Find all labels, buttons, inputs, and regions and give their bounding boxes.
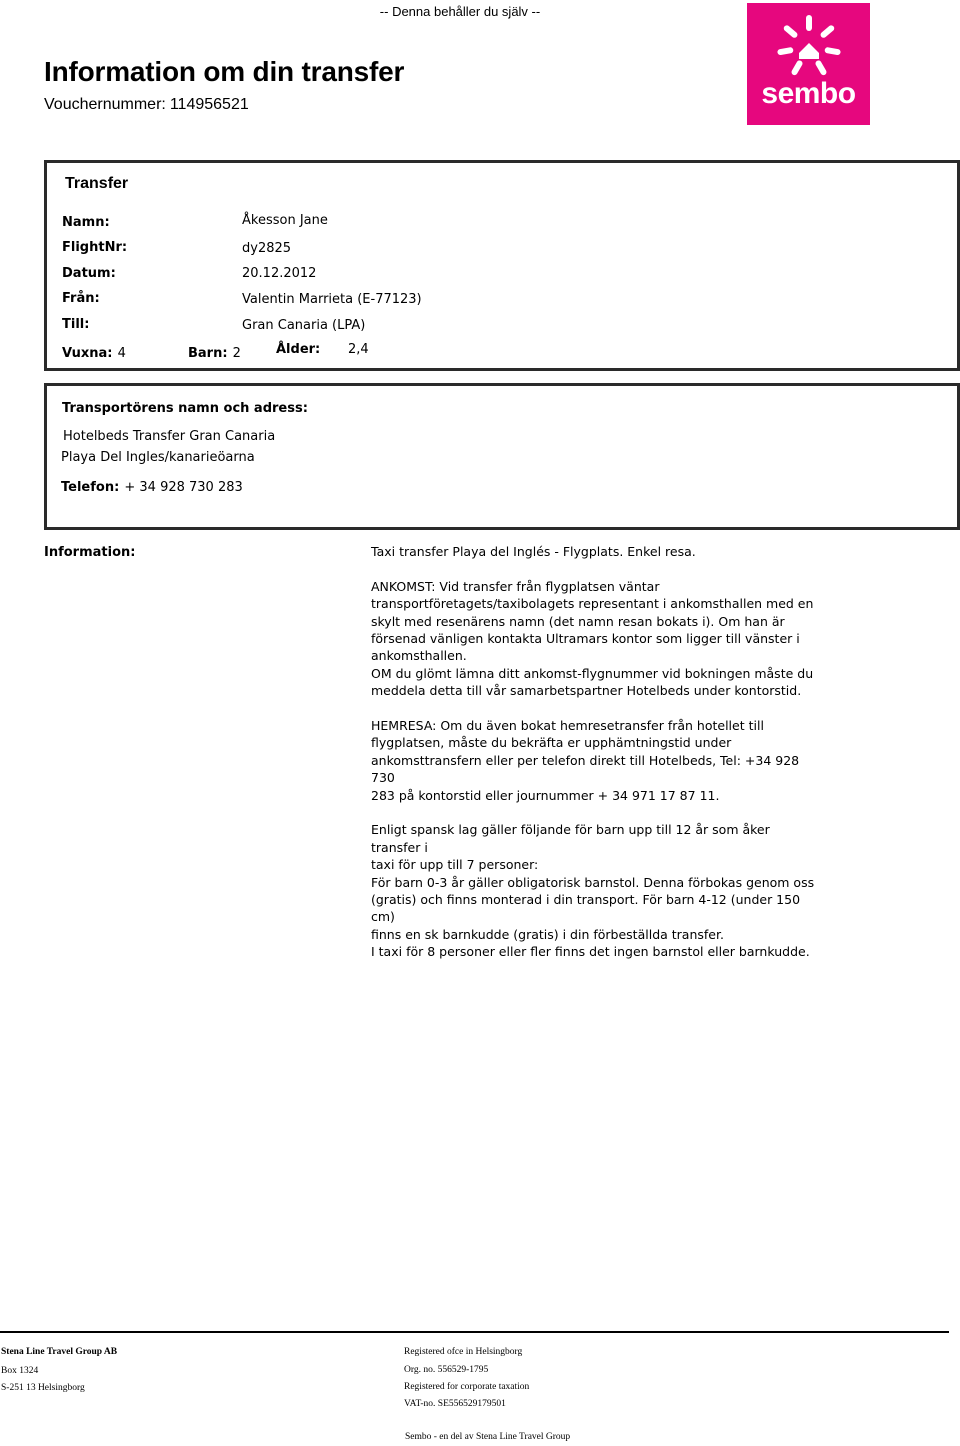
footer-tagline: Sembo - en del av Stena Line Travel Group xyxy=(405,1432,571,1442)
footer-vat: VAT-no. SE556529179501 xyxy=(404,1399,506,1409)
phone-label: Telefon: xyxy=(61,480,120,495)
passenger-name: Åkesson Jane xyxy=(242,213,328,228)
voucher-line xyxy=(44,96,249,114)
footer-divider xyxy=(0,1331,949,1333)
children-ages: 2,4 xyxy=(348,342,369,357)
footer-box: Box 1324 xyxy=(1,1366,39,1376)
information-text xyxy=(371,543,821,978)
name-label: Namn: xyxy=(62,215,110,230)
info-paragraph-child-seats: Enligt spansk lag gäller följande för barn upp till 12 år som åker transfer i taxi för upp till 7 personer: För barn 0-3 år gäller obligatorisk barnstol. Denna förbokas genom oss (gratis) och finns monterad i din transport. För barn 4-12 (under 150 cm) finns en sk barnkudde (gratis) i din förbeställda transfer. I taxi för 8 personer eller fler finns det ingen barnstol eller barnkudde. xyxy=(371,822,815,960)
age-label: Ålder: xyxy=(276,342,321,357)
carrier-phone-line xyxy=(61,476,243,495)
footer-company: Stena Line Travel Group AB xyxy=(1,1347,118,1357)
date-label: Datum: xyxy=(62,266,116,281)
adults-field xyxy=(62,342,126,361)
information-label: Information: xyxy=(44,545,136,560)
from-label: Från: xyxy=(62,291,100,306)
children-field xyxy=(188,342,241,361)
info-paragraph-arrival: ANKOMST: Vid transfer från flygplatsen väntar transportföretagets/taxibolagets representant i ankomsthallen med en skylt med resenärens namn (det namn resan bokats i). Om han är försenad vänligen kontakta Ultramars kontor som ligger till vänster i ankomsthallen. OM du glömt lämna ditt ankomst-flygnummer vid bokningen måste du meddela detta till vår samarbetspartner Hotelbeds under kontorstid. xyxy=(371,578,814,699)
carrier-name: Hotelbeds Transfer Gran Canaria xyxy=(63,429,276,444)
children-label: Barn: xyxy=(188,346,228,361)
footer-city: S-251 13 Helsingborg xyxy=(1,1383,85,1393)
top-note: -- Denna behåller du själv -- xyxy=(379,4,541,19)
footer-registered-tax: Registered for corporate taxation xyxy=(404,1382,530,1392)
info-paragraph-route: Taxi transfer Playa del Inglés - Flygplats. Enkel resa. xyxy=(371,544,696,559)
adults-count: 4 xyxy=(117,346,126,361)
carrier-location: Playa Del Ingles/kanarieöarna xyxy=(61,450,255,465)
carrier-phone: + 34 928 730 283 xyxy=(124,480,243,495)
transfer-section xyxy=(44,160,960,371)
logo-wordmark: sembo xyxy=(761,77,856,110)
to-location: Gran Canaria (LPA) xyxy=(242,318,366,333)
info-paragraph-return: HEMRESA: Om du även bokat hemresetransfer från hotellet till flygplatsen, måste du bekräfta er upphämtningstid under ankomsttransfern eller per telefon direkt till Hotelbeds, Tel: +34 928 730 283 på kontorstid eller journummer + 34 971 17 87 11. xyxy=(371,718,800,803)
from-location: Valentin Marrieta (E-77123) xyxy=(242,292,422,307)
flight-number: dy2825 xyxy=(242,241,292,256)
carrier-section xyxy=(44,383,960,530)
children-count: 2 xyxy=(232,346,241,361)
transfer-date: 20.12.2012 xyxy=(242,266,317,281)
transfer-heading: Transfer xyxy=(65,175,129,192)
carrier-heading: Transportörens namn och adress: xyxy=(62,401,308,416)
sembo-logo xyxy=(747,3,870,125)
adults-label: Vuxna: xyxy=(62,346,113,361)
flight-label: FlightNr: xyxy=(62,240,128,255)
voucher-label: Vouchernummer: xyxy=(44,96,166,113)
footer-registered-office: Registered ofce in Helsingborg xyxy=(404,1347,523,1357)
page-title: Information om din transfer xyxy=(44,56,405,87)
to-label: Till: xyxy=(62,317,90,332)
footer-org-no: Org. no. 556529-1795 xyxy=(404,1365,489,1375)
voucher-number: 114956521 xyxy=(169,96,249,113)
